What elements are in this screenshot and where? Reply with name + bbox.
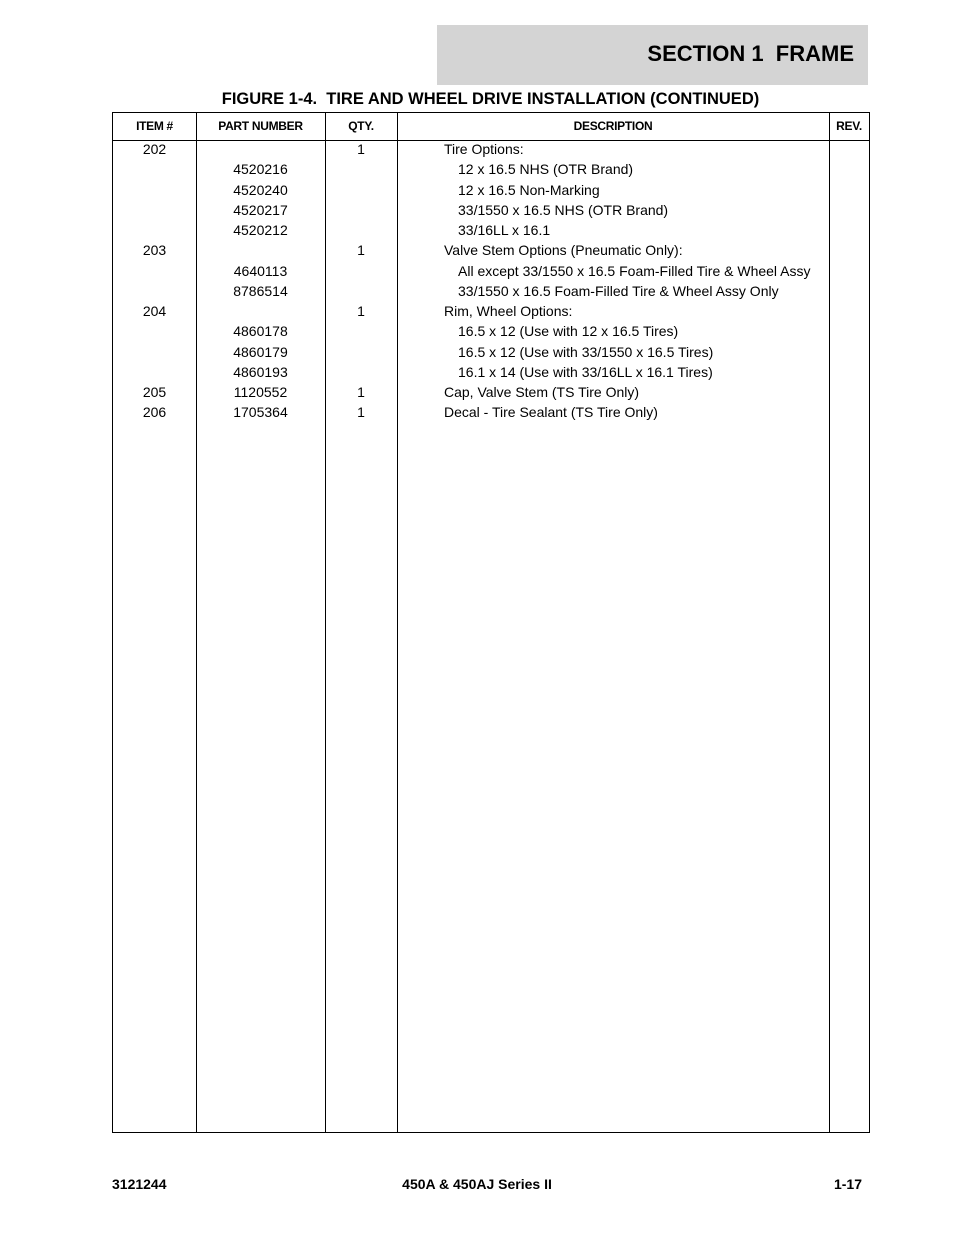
- description-cell: Tire Options:: [444, 141, 524, 157]
- section-title: SECTION 1 FRAME: [647, 41, 854, 66]
- part-number-cell: 4520212: [233, 222, 288, 238]
- table-row: [113, 323, 869, 343]
- description-cell: 33/16LL x 16.1: [458, 222, 551, 238]
- document-number: 3121244: [112, 1176, 167, 1192]
- parts-table: [112, 112, 870, 1133]
- item-cell: 204: [142, 303, 167, 319]
- part-number-cell: 4860193: [233, 363, 288, 380]
- column-header-description: DESCRIPTION: [573, 119, 653, 133]
- column-header-item: ITEM #: [136, 119, 173, 133]
- description-cell: All except 33/1550 x 16.5 Foam-Filled Tire & Wheel Assy: [458, 262, 811, 279]
- description-cell: 16.5 x 12 (Use with 33/1550 x 16.5 Tires): [458, 343, 714, 360]
- qty-cell: 1: [357, 384, 365, 400]
- column-header-part-number: PART NUMBER: [218, 119, 303, 133]
- column-header-qty: QTY.: [348, 119, 374, 133]
- table-row: [113, 242, 869, 262]
- description-cell: 16.1 x 14 (Use with 33/16LL x 16.1 Tires): [458, 363, 713, 380]
- item-cell: 205: [142, 384, 167, 400]
- table-row: [113, 404, 869, 424]
- part-number-cell: 4860179: [233, 343, 288, 360]
- table-row: [113, 283, 869, 303]
- table-body: [113, 141, 869, 425]
- qty-cell: 1: [357, 242, 365, 259]
- description-cell: 12 x 16.5 NHS (OTR Brand): [458, 161, 634, 178]
- part-number-cell: 4640113: [233, 262, 288, 279]
- table-row: [113, 182, 869, 202]
- part-number-cell: 1705364: [233, 404, 288, 421]
- section-banner: [437, 25, 868, 85]
- part-number-cell: 4520216: [233, 161, 288, 178]
- item-cell: 202: [142, 141, 167, 157]
- table-row: [113, 344, 869, 364]
- figure-title: FIGURE 1-4. TIRE AND WHEEL DRIVE INSTALLATION (CONTINUED): [221, 90, 760, 108]
- description-cell: Rim, Wheel Options:: [444, 303, 573, 319]
- table-row: [113, 222, 869, 242]
- qty-cell: 1: [357, 141, 365, 157]
- description-cell: 33/1550 x 16.5 NHS (OTR Brand): [458, 201, 669, 218]
- item-cell: 203: [142, 242, 167, 259]
- description-cell: Cap, Valve Stem (TS Tire Only): [444, 384, 640, 400]
- description-cell: 33/1550 x 16.5 Foam-Filled Tire & Wheel Assy Only: [458, 282, 779, 299]
- description-cell: 12 x 16.5 Non-Marking: [458, 181, 600, 198]
- qty-cell: 1: [357, 303, 365, 319]
- description-cell: 16.5 x 12 (Use with 12 x 16.5 Tires): [458, 323, 679, 340]
- column-header-rev: REV.: [836, 119, 862, 133]
- qty-cell: 1: [357, 404, 365, 421]
- table-row: [113, 202, 869, 222]
- part-number-cell: 8786514: [233, 282, 288, 299]
- model-name: 450A & 450AJ Series II: [402, 1176, 552, 1192]
- part-number-cell: 1120552: [233, 384, 288, 400]
- part-number-cell: 4520217: [233, 201, 288, 218]
- description-cell: Valve Stem Options (Pneumatic Only):: [444, 242, 683, 259]
- table-row: [113, 303, 869, 323]
- page-number: 1-17: [833, 1176, 862, 1192]
- item-cell: 206: [142, 404, 167, 421]
- table-row: [113, 263, 869, 283]
- part-number-cell: 4860178: [233, 323, 288, 340]
- table-row: [113, 141, 869, 161]
- table-row: [113, 364, 869, 384]
- table-row: [113, 161, 869, 181]
- table-row: [113, 384, 869, 404]
- part-number-cell: 4520240: [233, 181, 288, 198]
- description-cell: Decal - Tire Sealant (TS Tire Only): [444, 404, 658, 421]
